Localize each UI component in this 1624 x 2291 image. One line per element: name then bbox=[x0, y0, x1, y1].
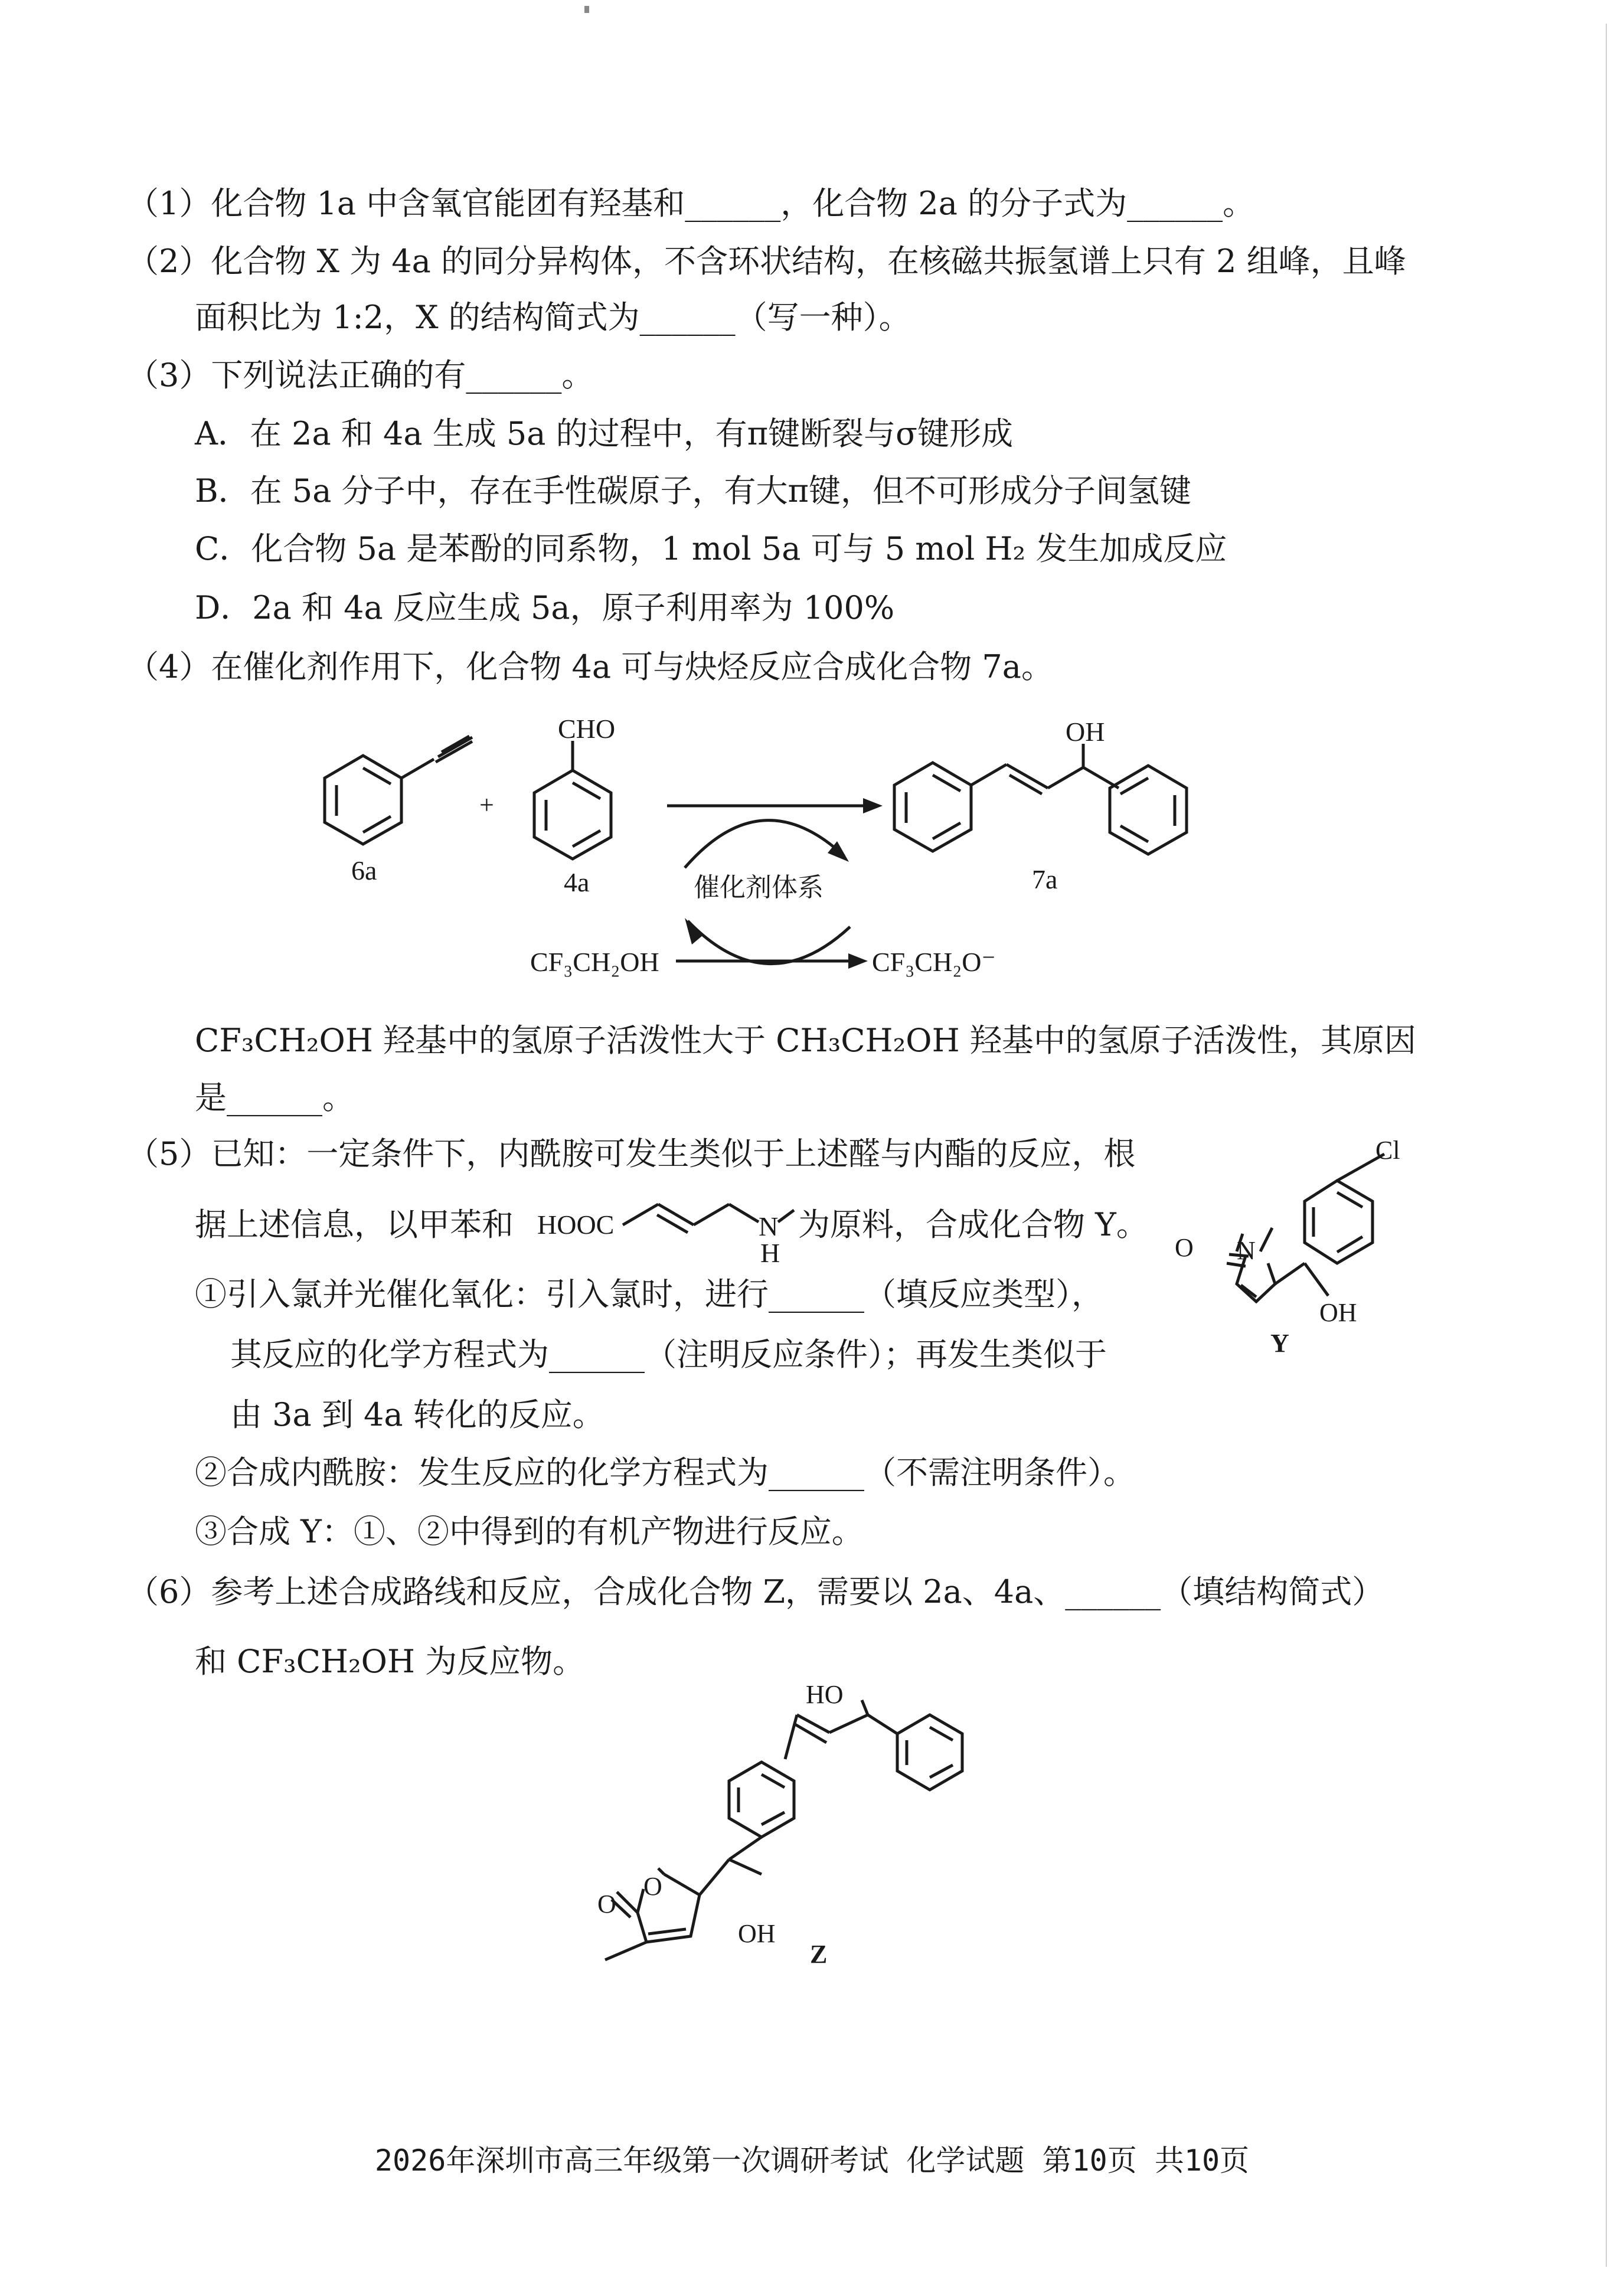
question-5-line2b: 为原料，合成化合物 Y。 bbox=[798, 1206, 1148, 1243]
option-a: A．在 2a 和 4a 生成 5a 的过程中，有π键断裂与σ键形成 bbox=[195, 415, 1013, 452]
q5-step1c: 由 3a 到 4a 转化的反应。 bbox=[230, 1396, 604, 1433]
question-text: 下列说法正确的有______。 bbox=[211, 357, 594, 394]
y-n-label: N bbox=[1237, 1236, 1256, 1265]
z-ho-label: HO bbox=[806, 1680, 844, 1709]
label-7a: 7a bbox=[1032, 864, 1058, 894]
question-4-explain-cont: 是______。 bbox=[195, 1079, 354, 1116]
product-label: CF₃CH₂O⁻ bbox=[872, 947, 996, 977]
question-number: （4） bbox=[127, 648, 211, 685]
option-d: D．2a 和 4a 反应生成 5a，原子利用率为 100% bbox=[195, 589, 895, 626]
q5-step3: ③合成 Y：①、②中得到的有机产物进行反应。 bbox=[195, 1513, 864, 1550]
question-number: （3） bbox=[127, 357, 211, 394]
cho-label: CHO bbox=[558, 714, 616, 744]
question-number: （5） bbox=[127, 1135, 211, 1172]
z-compound-label: Z bbox=[810, 1940, 828, 1969]
question-text: 化合物 X 为 4a 的同分异构体，不含环状结构，在核磁共振氢谱上只有 2 组峰，且峰 bbox=[211, 243, 1406, 280]
question-number: （1） bbox=[127, 185, 211, 222]
n-label: N bbox=[759, 1211, 779, 1241]
page-footer: 2026年深圳市高三年级第一次调研考试 化学试题 第10页 共10页 bbox=[374, 2143, 1250, 2178]
question-text: 面积比为 1:2，X 的结构简式为______（写一种）。 bbox=[195, 299, 911, 336]
z-oh-label: OH bbox=[738, 1919, 776, 1948]
question-6-cont: 和 CF₃CH₂OH 为反应物。 bbox=[195, 1643, 585, 1680]
option-c: C．化合物 5a 是苯酚的同系物，1 mol 5a 可与 5 mol H₂ 发生加成反应 bbox=[195, 530, 1227, 567]
hooc-label: HOOC bbox=[537, 1210, 615, 1240]
question-text: 参考上述合成路线和反应，合成化合物 Z，需要以 2a、4a、______（填结构简式） bbox=[211, 1573, 1384, 1610]
question-text: 在催化剂作用下，化合物 4a 可与炔烃反应合成化合物 7a。 bbox=[211, 648, 1053, 685]
z-o-label-1: O bbox=[597, 1890, 616, 1919]
catalyst-label: 催化剂体系 bbox=[694, 873, 824, 902]
z-o-label-2: O bbox=[643, 1872, 662, 1901]
scan-edge bbox=[1606, 24, 1607, 2267]
option-b: B．在 5a 分子中，存在手性碳原子，有大π键，但不可形成分子间氢键 bbox=[195, 472, 1192, 509]
cl-label: Cl bbox=[1375, 1136, 1400, 1165]
label-4a: 4a bbox=[564, 867, 590, 897]
y-o-label: O bbox=[1175, 1233, 1194, 1262]
reagent-label: CF₃CH₂OH bbox=[530, 947, 659, 977]
q5-step2: ②合成内酰胺：发生反应的化学方程式为______（不需注明条件）。 bbox=[195, 1454, 1135, 1491]
question-text: 已知：一定条件下，内酰胺可发生类似于上述醛与内酯的反应，根 bbox=[211, 1135, 1136, 1172]
q5-step1a: ①引入氯并光催化氧化：引入氯时，进行______（填反应类型）， bbox=[195, 1276, 1103, 1313]
question-number: （6） bbox=[127, 1573, 211, 1610]
plus-sign: + bbox=[479, 790, 494, 819]
oh-label: OH bbox=[1066, 717, 1105, 747]
h-label: H bbox=[760, 1238, 780, 1268]
question-text: 化合物 1a 中含氧官能团有羟基和______，化合物 2a 的分子式为______。 bbox=[211, 185, 1255, 222]
question-5-line2a: 据上述信息，以甲苯和 bbox=[195, 1206, 514, 1243]
question-4-explain: CF₃CH₂OH 羟基中的氢原子活泼性大于 CH₃CH₂OH 羟基中的氢原子活泼性，其原因 bbox=[195, 1022, 1416, 1059]
q5-step1b: 其反应的化学方程式为______（注明反应条件）；再发生类似于 bbox=[230, 1336, 1107, 1373]
y-compound-label: Y bbox=[1270, 1329, 1289, 1358]
question-number: （2） bbox=[127, 243, 211, 280]
label-6a: 6a bbox=[351, 855, 377, 885]
scan-speck bbox=[584, 6, 589, 13]
y-oh-label: OH bbox=[1319, 1298, 1357, 1327]
